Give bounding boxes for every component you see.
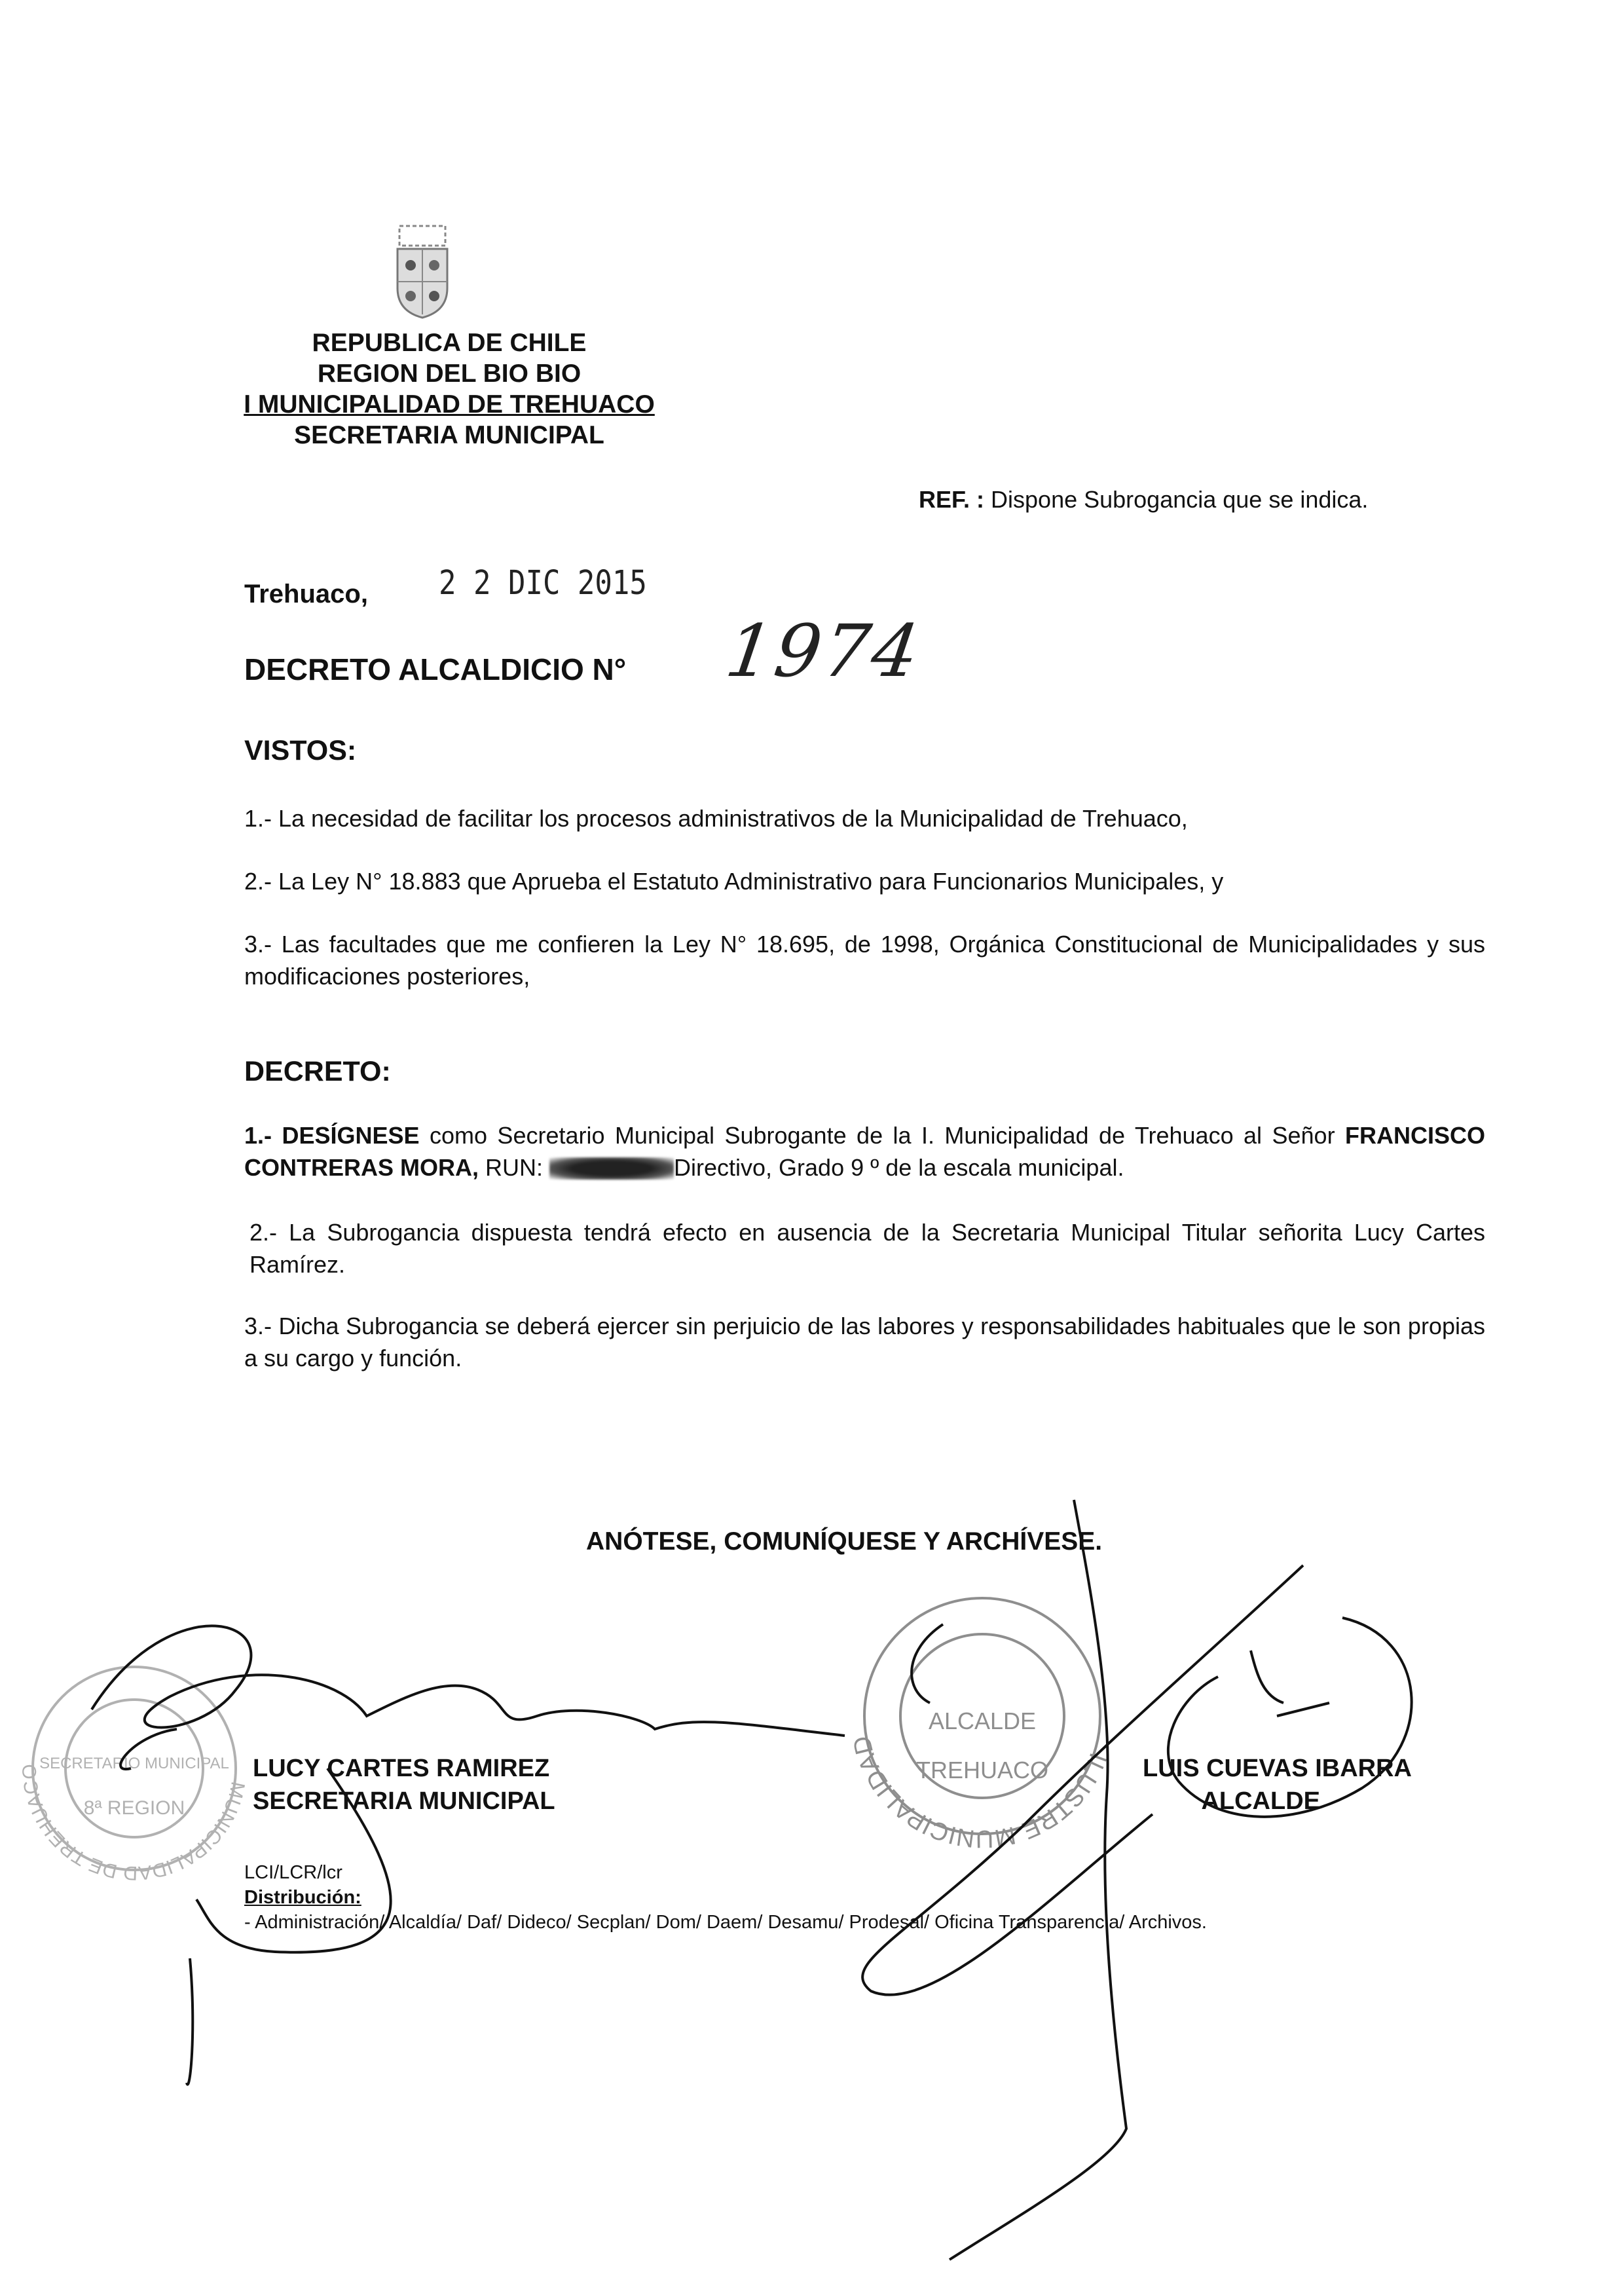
- initials: LCI/LCR/lcr: [244, 1862, 342, 1883]
- decreto-item-1-rest: Directivo, Grado 9 º de la escala municipal.: [674, 1154, 1124, 1181]
- secretary-title: SECRETARIA MUNICIPAL: [253, 1787, 555, 1815]
- vistos-item-3: 3.- Las facultades que me confieren la Ley N° 18.695, de 1998, Orgánica Constitucional de Municipalidades y sus modificaciones posteriores,: [244, 931, 1485, 990]
- ref-text: Dispone Subrogancia que se indica.: [991, 486, 1369, 513]
- signatory-secretary: [253, 1752, 555, 1818]
- signatory-mayor: [1113, 1752, 1412, 1818]
- stamp-left-region: 8ª REGION: [83, 1797, 185, 1819]
- stamp-right-text: ILUSTRE MUNICIPALIDAD: [847, 1733, 1112, 1853]
- stamp-right-inner: ALCALDE: [928, 1707, 1037, 1734]
- vistos-item-1: 1.- La necesidad de facilitar los procesos administrativos de la Municipalidad de Trehuaco,: [244, 805, 1188, 832]
- decreto-item-1-text: como Secretario Municipal Subrogante de la I. Municipalidad de Trehuaco al Señor: [419, 1122, 1345, 1149]
- date-stamp: 2 2 DIC 2015: [439, 564, 647, 603]
- stamp-left-text: MUNICIPALIDAD DE TREHUACO: [18, 1763, 249, 1884]
- decree-title: DECRETO ALCALDICIO N°: [244, 652, 627, 686]
- mayor-name: LUIS CUEVAS IBARRA: [1143, 1755, 1412, 1782]
- distribution-list: - Administración/ Alcaldía/ Daf/ Dideco/ Secplan/ Dom/ Daem/ Desamu/ Prodesal/ Oficina Transparencia/ Archivos.: [244, 1912, 1207, 1933]
- stamp-left-inner: SECRETARIO MUNICIPAL: [39, 1755, 229, 1772]
- secretary-name: LUCY CARTES RAMIREZ: [253, 1755, 550, 1782]
- decreto-item-3: 3.- Dicha Subrogancia se deberá ejercer sin perjuicio de las labores y responsabilidades habituales que le son propias a su cargo y función.: [244, 1313, 1485, 1371]
- city: Trehuaco,: [244, 580, 368, 608]
- mayor-title: ALCALDE: [1201, 1787, 1320, 1815]
- footer: [244, 1860, 1207, 1935]
- run-label: RUN:: [479, 1154, 549, 1181]
- closing-formula: ANÓTESE, COMUNÍQUESE Y ARCHÍVESE.: [586, 1527, 1103, 1556]
- stamp-right-city: TREHUACO: [915, 1757, 1049, 1783]
- vistos-heading: VISTOS:: [244, 735, 357, 766]
- decreto-item-1-verb: 1.- DESÍGNESE: [244, 1122, 420, 1149]
- letterhead-department: SECRETARIA MUNICIPAL: [294, 421, 604, 449]
- decree-number-handwritten: 1974: [721, 609, 927, 693]
- secretary-signature: [92, 1626, 845, 2084]
- designee-name: FRANCISCO CONTRERAS MORA,: [244, 1122, 1485, 1181]
- letterhead-municipality: I MUNICIPALIDAD DE TREHUACO: [244, 390, 655, 419]
- decreto-heading: DECRETO:: [244, 1056, 391, 1087]
- ref-label: REF. :: [919, 486, 985, 513]
- letterhead-region: REGION DEL BIO BIO: [317, 360, 581, 388]
- decreto-item-2: 2.- La Subrogancia dispuesta tendrá efecto en ausencia de la Secretaria Municipal Titular señorita Lucy Cartes Ramírez.: [249, 1219, 1485, 1278]
- vistos-item-2: 2.- La Ley N° 18.883 que Aprueba el Estatuto Administrativo para Funcionarios Municipales, y: [244, 868, 1224, 895]
- letterhead-country: REPUBLICA DE CHILE: [312, 329, 587, 357]
- distribution-label: Distribución:: [244, 1887, 361, 1908]
